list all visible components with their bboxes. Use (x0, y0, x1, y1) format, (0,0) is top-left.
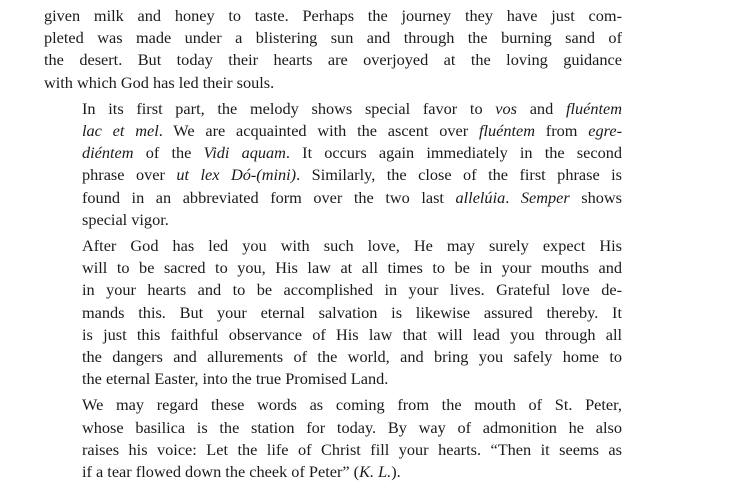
text-run: will to be sacred to you, His law at all times to be in your mouths and (82, 258, 622, 278)
text-run: After God has led you with such love, He may surely expect His (82, 236, 622, 256)
text-run: of the (133, 143, 204, 163)
text-run: ). (391, 462, 401, 482)
text-run: and (517, 98, 566, 118)
paragraph (44, 394, 622, 483)
text-run: mands this. But your eternal salvation is likewise assured thereby. It (82, 302, 622, 322)
text-run: from (535, 121, 589, 141)
text-run: found in an abbreviated form over the two last (82, 187, 456, 207)
text-run: raises his voice: Let the life of Christ fill your hearts. “Then it seems as (82, 439, 622, 459)
text-run: whose basilica is the station for today. By way of admonition he also (82, 417, 622, 437)
text-line (44, 98, 622, 120)
italic-text: fluéntem (565, 98, 622, 118)
text-line (44, 368, 622, 390)
text-run: . We are acquainted with the ascent over (158, 121, 479, 141)
text-run: if a tear flowed down the cheek of Peter” ( (82, 462, 360, 482)
text-line (44, 27, 622, 49)
text-line (44, 5, 622, 27)
italic-text: allelúia (455, 187, 506, 207)
italic-text: vos (495, 98, 517, 118)
italic-text: ut lex Dó-(mini) (176, 165, 297, 185)
paragraph (44, 5, 622, 94)
text-run: . It occurs again immediately in the second (285, 143, 622, 163)
text-run: the desert. But today their hearts are overjoyed at the loving guidance (44, 50, 622, 70)
text-run: In its first part, the melody shows special favor to (82, 98, 496, 118)
text-run: phrase over (82, 165, 177, 185)
text-line (44, 164, 622, 186)
text-line (44, 187, 622, 209)
italic-text: Semper (520, 187, 570, 207)
text-line (44, 279, 622, 301)
text-run: shows (569, 187, 622, 207)
text-run: We may regard these words as coming from the mouth of St. Peter, (82, 395, 622, 415)
italic-text: K. L. (359, 462, 392, 482)
text-run: the dangers and allurements of the world, and bring you safely home to (82, 347, 622, 367)
text-line (44, 142, 622, 164)
italic-text: Vidi aquam (203, 143, 286, 163)
text-line (44, 209, 622, 231)
text-line (44, 324, 622, 346)
text-line (44, 417, 622, 439)
italic-text: lac et mel (82, 121, 159, 141)
text-run: with which God has led their souls. (44, 72, 275, 92)
text-run: special vigor. (82, 209, 169, 229)
text-line (44, 120, 622, 142)
text-line (44, 72, 622, 94)
text-run: . Similarly, the close of the first phrase is (296, 165, 623, 185)
text-line (44, 235, 622, 257)
text-line (44, 49, 622, 71)
text-line (44, 394, 622, 416)
body-text (44, 5, 622, 487)
text-run: pleted was made under a blistering sun and through the burning sand of (44, 28, 622, 48)
text-line (44, 346, 622, 368)
italic-text: egre- (588, 121, 622, 141)
paragraph (44, 98, 622, 231)
text-run: given milk and honey to taste. Perhaps the journey they have just com- (44, 6, 622, 25)
text-run: the eternal Easter, into the true Promised Land. (82, 369, 389, 389)
text-line (44, 257, 622, 279)
text-run: . (505, 187, 521, 207)
text-line (44, 302, 622, 324)
text-line (44, 439, 622, 461)
paragraph (44, 235, 622, 390)
text-run: in your hearts and to be accomplished in your lives. Grateful love de- (82, 280, 622, 300)
text-run: is just this faithful observance of His law that will lead you through all (82, 324, 622, 344)
italic-text: diéntem (82, 143, 134, 163)
text-line (44, 461, 622, 483)
italic-text: fluéntem (478, 121, 536, 141)
